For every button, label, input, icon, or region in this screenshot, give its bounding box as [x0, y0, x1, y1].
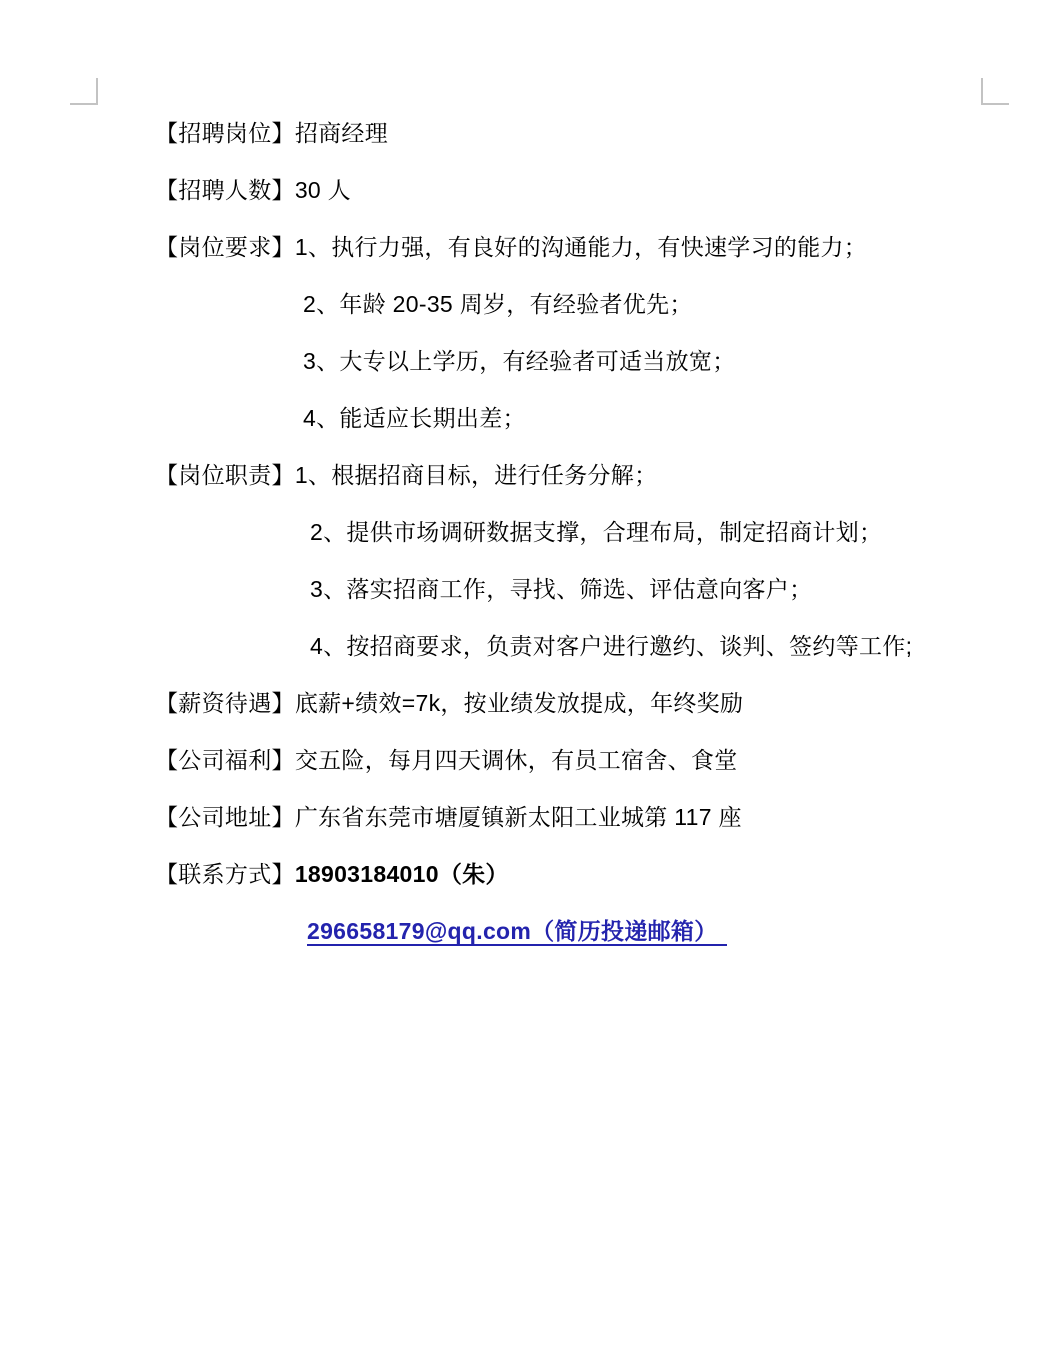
label-requirements: 【岗位要求】	[155, 234, 295, 260]
line-address	[0, 789, 1044, 846]
line-requirements-3	[0, 333, 1044, 390]
line-requirements-2	[0, 276, 1044, 333]
duty-item-3: 3、落实招商工作，寻找、筛选、评估意向客户；	[310, 576, 813, 602]
resume-email-link[interactable]: 296658179@qq.com（简历投递邮箱）	[307, 918, 727, 946]
value-headcount: 30 人	[294, 177, 351, 203]
line-duties-4	[0, 618, 1044, 675]
line-duties-1	[0, 447, 1044, 504]
line-requirements-4	[0, 390, 1044, 447]
line-duties-2	[0, 504, 1044, 561]
label-duties: 【岗位职责】	[155, 462, 295, 488]
line-email	[0, 903, 1044, 960]
label-benefits: 【公司福利】	[155, 747, 295, 773]
requirement-item-1: 1、执行力强，有良好的沟通能力，有快速学习的能力；	[294, 234, 868, 260]
line-position	[0, 105, 1044, 162]
line-benefits	[0, 732, 1044, 789]
value-contact-phone: 18903184010（朱）	[294, 861, 509, 887]
value-position: 招商经理	[294, 120, 389, 146]
value-address: 广东省东莞市塘厦镇新太阳工业城第 117 座	[294, 804, 742, 830]
duty-item-4: 4、按招商要求，负责对客户进行邀约、谈判、签约等工作;	[310, 633, 913, 659]
page-margin-corner-mark-right	[981, 78, 1009, 105]
label-contact: 【联系方式】	[155, 861, 295, 887]
requirement-item-2: 2、年龄 20-35 周岁，有经验者优先；	[303, 291, 693, 317]
duty-item-2: 2、提供市场调研数据支撑，合理布局，制定招商计划；	[310, 519, 883, 545]
line-contact	[0, 846, 1044, 903]
label-position: 【招聘岗位】	[155, 120, 295, 146]
duty-item-1: 1、根据招商目标，进行任务分解；	[294, 462, 658, 488]
label-headcount: 【招聘人数】	[155, 177, 295, 203]
line-salary	[0, 675, 1044, 732]
line-duties-3	[0, 561, 1044, 618]
line-requirements-1	[0, 219, 1044, 276]
requirement-item-4: 4、能适应长期出差；	[303, 405, 526, 431]
value-benefits: 交五险，每月四天调休，有员工宿舍、食堂	[294, 747, 738, 773]
label-address: 【公司地址】	[155, 804, 295, 830]
value-salary: 底薪+绩效=7k，按业绩发放提成，年终奖励	[294, 690, 744, 716]
page-margin-corner-mark-left	[70, 78, 98, 105]
document-body	[0, 105, 1044, 960]
line-headcount	[0, 162, 1044, 219]
label-salary: 【薪资待遇】	[155, 690, 295, 716]
requirement-item-3: 3、大专以上学历，有经验者可适当放宽；	[303, 348, 736, 374]
